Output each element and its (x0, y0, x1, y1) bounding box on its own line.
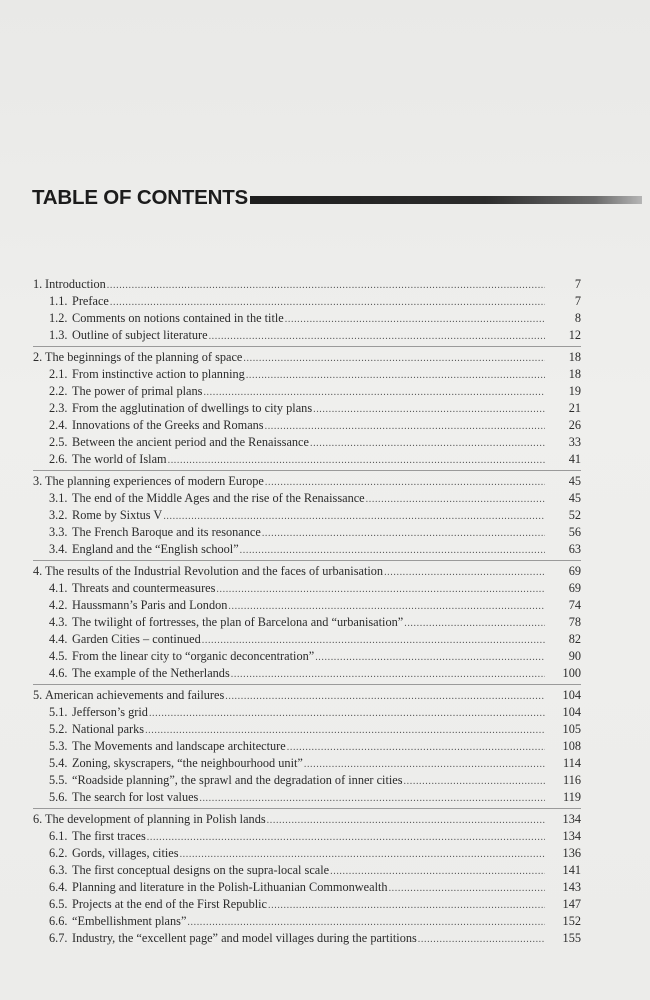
toc-section-entry[interactable] (33, 310, 581, 327)
entry-title: Outline of subject literature (72, 328, 208, 342)
entry-number: 4.1. (49, 581, 68, 595)
entry-number: 1.2. (49, 311, 68, 325)
entry-title: Comments on notions contained in the title (72, 311, 284, 325)
dot-leader (418, 931, 545, 948)
entry-title: The development of planning in Polish lands (45, 812, 266, 826)
entry-page-number: 104 (562, 688, 581, 702)
dot-leader (285, 311, 545, 328)
entry-page-number: 119 (563, 790, 581, 804)
entry-title: The beginnings of the planning of space (45, 350, 243, 364)
entry-page-number: 18 (568, 367, 581, 381)
toc-section-entry[interactable] (33, 366, 581, 383)
dot-leader (265, 474, 545, 491)
entry-page-number: 105 (562, 722, 581, 736)
entry-number: 6.5. (49, 897, 68, 911)
dot-leader (149, 705, 545, 722)
toc-chapter-entry[interactable] (33, 349, 581, 366)
entry-title: The twilight of fortresses, the plan of Barcelona and “urbanisation” (72, 615, 404, 629)
entry-title: The French Baroque and its resonance (72, 525, 261, 539)
entry-number: 5.3. (49, 739, 68, 753)
toc-section-entry[interactable] (33, 434, 581, 451)
entry-number: 2.4. (49, 418, 68, 432)
dot-leader (209, 328, 545, 345)
entry-page-number: 100 (562, 666, 581, 680)
entry-number: 2.2. (49, 384, 68, 398)
entry-number: 6.4. (49, 880, 68, 894)
dot-leader (330, 863, 545, 880)
entry-number: 2.1. (49, 367, 68, 381)
toc-section-entry[interactable] (33, 541, 581, 558)
dot-leader (313, 401, 545, 418)
entry-title: Between the ancient period and the Renaissance (72, 435, 309, 449)
toc-section-entry[interactable] (33, 417, 581, 434)
entry-page-number: 141 (562, 863, 581, 877)
entry-number: 5.6. (49, 790, 68, 804)
entry-page-number: 12 (568, 328, 581, 342)
toc-chapter-entry[interactable] (33, 811, 581, 828)
dot-leader (262, 525, 545, 542)
entry-page-number: 134 (562, 812, 581, 826)
entry-title: Preface (72, 294, 109, 308)
toc-chapter-group (33, 811, 581, 949)
entry-number: 2.5. (49, 435, 68, 449)
entry-title: England and the “English school” (72, 542, 239, 556)
entry-page-number: 116 (563, 773, 581, 787)
toc-section-entry[interactable] (33, 648, 581, 665)
entry-number: 6. (33, 812, 43, 826)
dot-leader (107, 277, 545, 294)
entry-title: Introduction (45, 277, 106, 291)
toc-section-entry[interactable] (33, 913, 581, 930)
entry-number: 1.1. (49, 294, 68, 308)
toc-section-entry[interactable] (33, 704, 581, 721)
page-title: TABLE OF CONTENTS (32, 186, 249, 209)
entry-page-number: 26 (568, 418, 581, 432)
entry-title: The example of the Netherlands (72, 666, 230, 680)
entry-title: From the agglutination of dwellings to city plans (72, 401, 313, 415)
dot-leader (304, 756, 545, 773)
toc-section-entry[interactable] (33, 665, 581, 682)
entry-title: Rome by Sixtus V (72, 508, 163, 522)
entry-page-number: 114 (563, 756, 581, 770)
entry-page-number: 74 (568, 598, 581, 612)
dot-leader (366, 491, 545, 508)
toc-chapter-group (33, 349, 581, 471)
heading-rule (250, 196, 642, 204)
dot-leader (145, 722, 545, 739)
entry-number: 2.6. (49, 452, 68, 466)
entry-title: Gords, villages, cities (72, 846, 179, 860)
entry-title: Planning and literature in the Polish-Lithuanian Commonwealth (72, 880, 388, 894)
dot-leader (168, 452, 545, 469)
dot-leader (203, 384, 545, 401)
entry-title: From the linear city to “organic deconcentration” (72, 649, 315, 663)
entry-title: The end of the Middle Ages and the rise of the Renaissance (72, 491, 365, 505)
dot-leader (231, 666, 545, 683)
dot-leader (216, 581, 545, 598)
dot-leader (199, 790, 545, 807)
entry-number: 4.4. (49, 632, 68, 646)
toc-section-entry[interactable] (33, 896, 581, 913)
dot-leader (267, 812, 545, 829)
entry-page-number: 7 (574, 294, 581, 308)
toc-section-entry[interactable] (33, 631, 581, 648)
toc-section-entry[interactable] (33, 930, 581, 947)
entry-number: 6.1. (49, 829, 68, 843)
toc-section-entry[interactable] (33, 614, 581, 631)
entry-number: 3.3. (49, 525, 68, 539)
entry-page-number: 18 (568, 350, 581, 364)
dot-leader (310, 435, 545, 452)
entry-page-number: 41 (568, 452, 581, 466)
toc-chapter-group (33, 473, 581, 561)
entry-page-number: 143 (562, 880, 581, 894)
entry-title: The power of primal plans (72, 384, 203, 398)
entry-page-number: 45 (568, 474, 581, 488)
entry-title: Haussmann’s Paris and London (72, 598, 228, 612)
entry-number: 6.7. (49, 931, 68, 945)
entry-number: 4.3. (49, 615, 68, 629)
entry-number: 6.3. (49, 863, 68, 877)
entry-title: Garden Cities – continued (72, 632, 201, 646)
entry-number: 6.6. (49, 914, 68, 928)
entry-page-number: 82 (568, 632, 581, 646)
toc-section-entry[interactable] (33, 327, 581, 344)
dot-leader (404, 615, 545, 632)
entry-page-number: 90 (568, 649, 581, 663)
entry-title: The planning experiences of modern Europe (45, 474, 264, 488)
toc-section-entry[interactable] (33, 879, 581, 896)
dot-leader (202, 632, 545, 649)
entry-title: American achievements and failures (45, 688, 225, 702)
entry-page-number: 104 (562, 705, 581, 719)
dot-leader (240, 542, 545, 559)
entry-title: From instinctive action to planning (72, 367, 245, 381)
entry-page-number: 8 (574, 311, 581, 325)
table-of-contents (33, 276, 581, 951)
toc-section-entry[interactable] (33, 490, 581, 507)
entry-number: 5.1. (49, 705, 68, 719)
entry-page-number: 69 (568, 564, 581, 578)
toc-section-entry[interactable] (33, 383, 581, 400)
toc-chapter-group (33, 563, 581, 685)
toc-section-entry[interactable] (33, 755, 581, 772)
dot-leader (110, 294, 545, 311)
toc-chapter-group (33, 687, 581, 809)
entry-page-number: 155 (562, 931, 581, 945)
toc-section-entry[interactable] (33, 293, 581, 310)
dot-leader (163, 508, 545, 525)
entry-number: 1.3. (49, 328, 68, 342)
entry-page-number: 52 (568, 508, 581, 522)
entry-page-number: 108 (562, 739, 581, 753)
entry-number: 3.2. (49, 508, 68, 522)
dot-leader (384, 564, 545, 581)
entry-page-number: 33 (568, 435, 581, 449)
dot-leader (228, 598, 545, 615)
entry-title: The search for lost values (72, 790, 199, 804)
entry-title: “Embellishment plans” (72, 914, 187, 928)
entry-number: 3.1. (49, 491, 68, 505)
entry-number: 1. (33, 277, 43, 291)
entry-title: National parks (72, 722, 145, 736)
entry-number: 4.2. (49, 598, 68, 612)
entry-number: 5. (33, 688, 43, 702)
dot-leader (246, 367, 545, 384)
dot-leader (315, 649, 545, 666)
entry-page-number: 136 (562, 846, 581, 860)
entry-title: Zoning, skyscrapers, “the neighbourhood unit” (72, 756, 303, 770)
dot-leader (180, 846, 545, 863)
dot-leader (287, 739, 545, 756)
entry-number: 2.3. (49, 401, 68, 415)
dot-leader (268, 897, 545, 914)
entry-number: 5.2. (49, 722, 68, 736)
entry-page-number: 7 (574, 277, 581, 291)
toc-section-entry[interactable] (33, 772, 581, 789)
entry-title: Threats and countermeasures (72, 581, 216, 595)
toc-section-entry[interactable] (33, 738, 581, 755)
entry-title: The first traces (72, 829, 146, 843)
toc-section-entry[interactable] (33, 845, 581, 862)
toc-section-entry[interactable] (33, 789, 581, 806)
toc-chapter-group (33, 276, 581, 347)
toc-section-entry[interactable] (33, 597, 581, 614)
entry-number: 4.6. (49, 666, 68, 680)
entry-page-number: 56 (568, 525, 581, 539)
dot-leader (265, 418, 545, 435)
dot-leader (225, 688, 545, 705)
entry-page-number: 152 (562, 914, 581, 928)
toc-section-entry[interactable] (33, 524, 581, 541)
entry-page-number: 78 (568, 615, 581, 629)
entry-page-number: 19 (568, 384, 581, 398)
entry-title: The results of the Industrial Revolution and the faces of urbanisation (45, 564, 384, 578)
entry-number: 3. (33, 474, 43, 488)
entry-page-number: 45 (568, 491, 581, 505)
entry-title: The first conceptual designs on the supra-local scale (72, 863, 330, 877)
toc-chapter-entry[interactable] (33, 687, 581, 704)
entry-title: “Roadside planning”, the sprawl and the degradation of inner cities (72, 773, 403, 787)
toc-section-entry[interactable] (33, 828, 581, 845)
entry-title: Industry, the “excellent page” and model villages during the partitions (72, 931, 417, 945)
entry-page-number: 63 (568, 542, 581, 556)
entry-number: 4. (33, 564, 43, 578)
entry-title: Innovations of the Greeks and Romans (72, 418, 264, 432)
toc-section-entry[interactable] (33, 721, 581, 738)
entry-page-number: 21 (568, 401, 581, 415)
dot-leader (243, 350, 545, 367)
entry-number: 2. (33, 350, 43, 364)
toc-section-entry[interactable] (33, 400, 581, 417)
entry-title: The world of Islam (72, 452, 167, 466)
entry-page-number: 69 (568, 581, 581, 595)
entry-number: 4.5. (49, 649, 68, 663)
entry-page-number: 134 (562, 829, 581, 843)
entry-number: 5.4. (49, 756, 68, 770)
toc-chapter-entry[interactable] (33, 276, 581, 293)
entry-title: The Movements and landscape architecture (72, 739, 286, 753)
toc-heading (32, 186, 642, 210)
entry-number: 3.4. (49, 542, 68, 556)
toc-section-entry[interactable] (33, 507, 581, 524)
toc-section-entry[interactable] (33, 451, 581, 468)
toc-chapter-entry[interactable] (33, 473, 581, 490)
dot-leader (187, 914, 545, 931)
dot-leader (404, 773, 545, 790)
entry-number: 6.2. (49, 846, 68, 860)
toc-section-entry[interactable] (33, 580, 581, 597)
entry-title: Jefferson’s grid (72, 705, 148, 719)
entry-number: 5.5. (49, 773, 68, 787)
entry-page-number: 147 (562, 897, 581, 911)
dot-leader (389, 880, 545, 897)
toc-section-entry[interactable] (33, 862, 581, 879)
entry-title: Projects at the end of the First Republic (72, 897, 268, 911)
dot-leader (147, 829, 545, 846)
toc-chapter-entry[interactable] (33, 563, 581, 580)
